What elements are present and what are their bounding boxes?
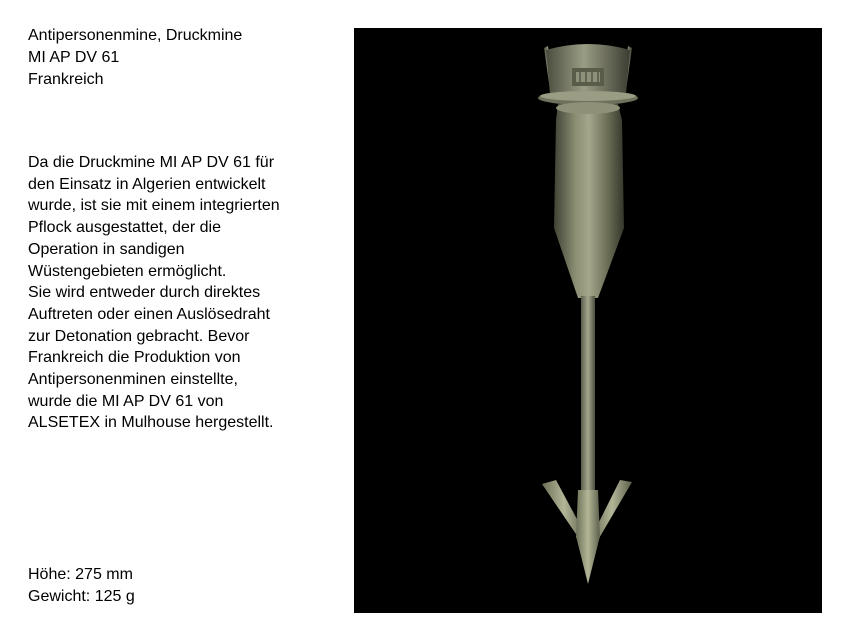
exhibit-specs xyxy=(28,564,328,608)
weight-spec: Gewicht: 125 g xyxy=(28,588,135,605)
description-line: den Einsatz in Algerien entwickelt xyxy=(28,175,266,193)
heading-line: MI AP DV 61 xyxy=(28,49,120,66)
mine-body xyxy=(554,102,624,298)
heading-line: Antipersonenmine, Druckmine xyxy=(28,27,243,44)
description-line: Operation in sandigen xyxy=(28,240,185,258)
height-spec: Höhe: 275 mm xyxy=(28,566,133,583)
mine-photo xyxy=(354,28,822,613)
description-line: wurde, ist sie mit einem integrierten xyxy=(28,197,280,215)
description-line: ALSETEX in Mulhouse hergestellt. xyxy=(28,414,274,432)
mine-fuze-cap xyxy=(538,44,638,105)
description-line: Wüstengebieten ermöglicht. xyxy=(28,262,227,280)
description-line: wurde die MI AP DV 61 von xyxy=(28,392,224,410)
description-line: zur Detonation gebracht. Bevor xyxy=(28,327,250,345)
description-line: Da die Druckmine MI AP DV 61 für xyxy=(28,154,275,171)
description-line: Pflock ausgestattet, der die xyxy=(28,219,221,237)
exhibit-heading xyxy=(28,25,328,91)
description-line: Frankreich die Produktion von xyxy=(28,349,241,367)
mine-illustration xyxy=(354,28,822,613)
mine-stake-rod xyxy=(581,296,595,496)
description-line: Antipersonenminen einstellte, xyxy=(28,371,238,389)
description-line: Auftreten oder einen Auslösedraht xyxy=(28,305,270,323)
heading-line: Frankreich xyxy=(28,71,104,88)
mine-stake-fins xyxy=(542,480,632,584)
description-line: Sie wird entweder durch direktes xyxy=(28,284,261,302)
exhibit-description xyxy=(28,152,328,434)
